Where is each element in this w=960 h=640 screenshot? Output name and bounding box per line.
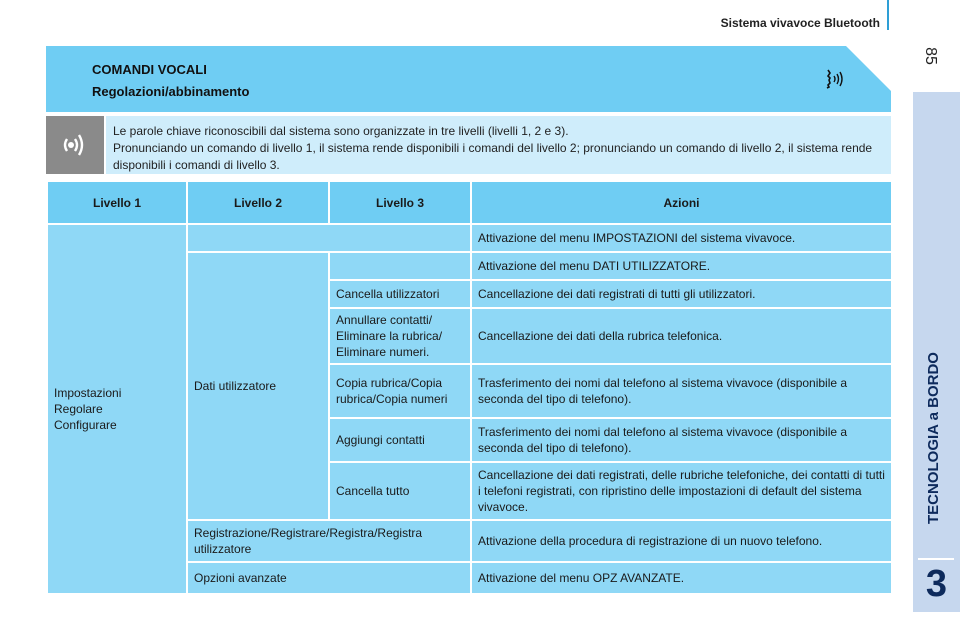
level2-cell: Dati utilizzatore [187, 252, 329, 520]
action-cell: Trasferimento dei nomi dal telefono al sistema vivavoce (disponibile a seconda del tipo di telefono). [471, 418, 892, 462]
level3-cell: Cancella tutto [329, 462, 471, 520]
column-header: Livello 3 [329, 181, 471, 224]
header-divider [887, 0, 889, 30]
level3-cell: Annullare contatti/ Eliminare la rubrica/ Eliminare numeri. [329, 308, 471, 364]
action-cell: Trasferimento dei nomi dal telefono al sistema vivavoce (disponibile a seconda del tipo di telefono). [471, 364, 892, 418]
column-header: Livello 1 [47, 181, 187, 224]
voice-commands-table [46, 180, 893, 595]
action-cell: Attivazione della procedura di registrazione di un nuovo telefono. [471, 520, 892, 562]
sound-waves-icon-box [46, 116, 104, 174]
level3-cell: Aggiungi contatti [329, 418, 471, 462]
sound-waves-icon [59, 129, 91, 161]
level3-cell: Copia rubrica/Copia rubrica/Copia numeri [329, 364, 471, 418]
banner-subtitle: Regolazioni/abbinamento [92, 84, 250, 99]
action-cell: Cancellazione dei dati registrati di tutti gli utilizzatori. [471, 280, 892, 308]
intro-text: Le parole chiave riconoscibili dal sistema sono organizzate in tre livelli (livelli 1, 2 e 3). Pronunciando un comando di livello 1, il sistema rende disponibili i comandi del livello 2; pronunciando un comando di livello 2, il sistema rende disponibili i comandi di livello 3. [113, 124, 873, 172]
chapter-divider [918, 558, 954, 560]
level3-cell: Cancella utilizzatori [329, 280, 471, 308]
level1-cell: Impostazioni Regolare Configurare [47, 224, 187, 594]
action-cell: Cancellazione dei dati registrati, delle rubriche telefoniche, dei contatti di tutti i telefoni registrati, con ripristino delle impostazioni di default del sistema vivavoce. [471, 462, 892, 520]
intro-panel [106, 116, 891, 174]
page-number: 85 [922, 47, 939, 65]
chapter-number: 3 [925, 563, 948, 605]
action-cell: Cancellazione dei dati della rubrica telefonica. [471, 308, 892, 364]
voice-command-icon [820, 66, 846, 92]
action-cell: Attivazione del menu IMPOSTAZIONI del sistema vivavoce. [471, 224, 892, 252]
empty-cell [187, 224, 471, 252]
table-row [47, 224, 892, 252]
section-title: Sistema vivavoce Bluetooth [720, 16, 880, 30]
action-cell: Attivazione del menu OPZ AVANZATE. [471, 562, 892, 594]
column-header: Azioni [471, 181, 892, 224]
level2-cell: Registrazione/Registrare/Registra/Registra utilizzatore [187, 520, 471, 562]
section-banner [46, 46, 891, 112]
column-header: Livello 2 [187, 181, 329, 224]
empty-cell [329, 252, 471, 280]
action-cell: Attivazione del menu DATI UTILIZZATORE. [471, 252, 892, 280]
table-header-row [47, 181, 892, 224]
level2-cell: Opzioni avanzate [187, 562, 471, 594]
chapter-label: TECNOLOGIA a BORDO [925, 352, 942, 524]
banner-title: COMANDI VOCALI [92, 62, 207, 77]
